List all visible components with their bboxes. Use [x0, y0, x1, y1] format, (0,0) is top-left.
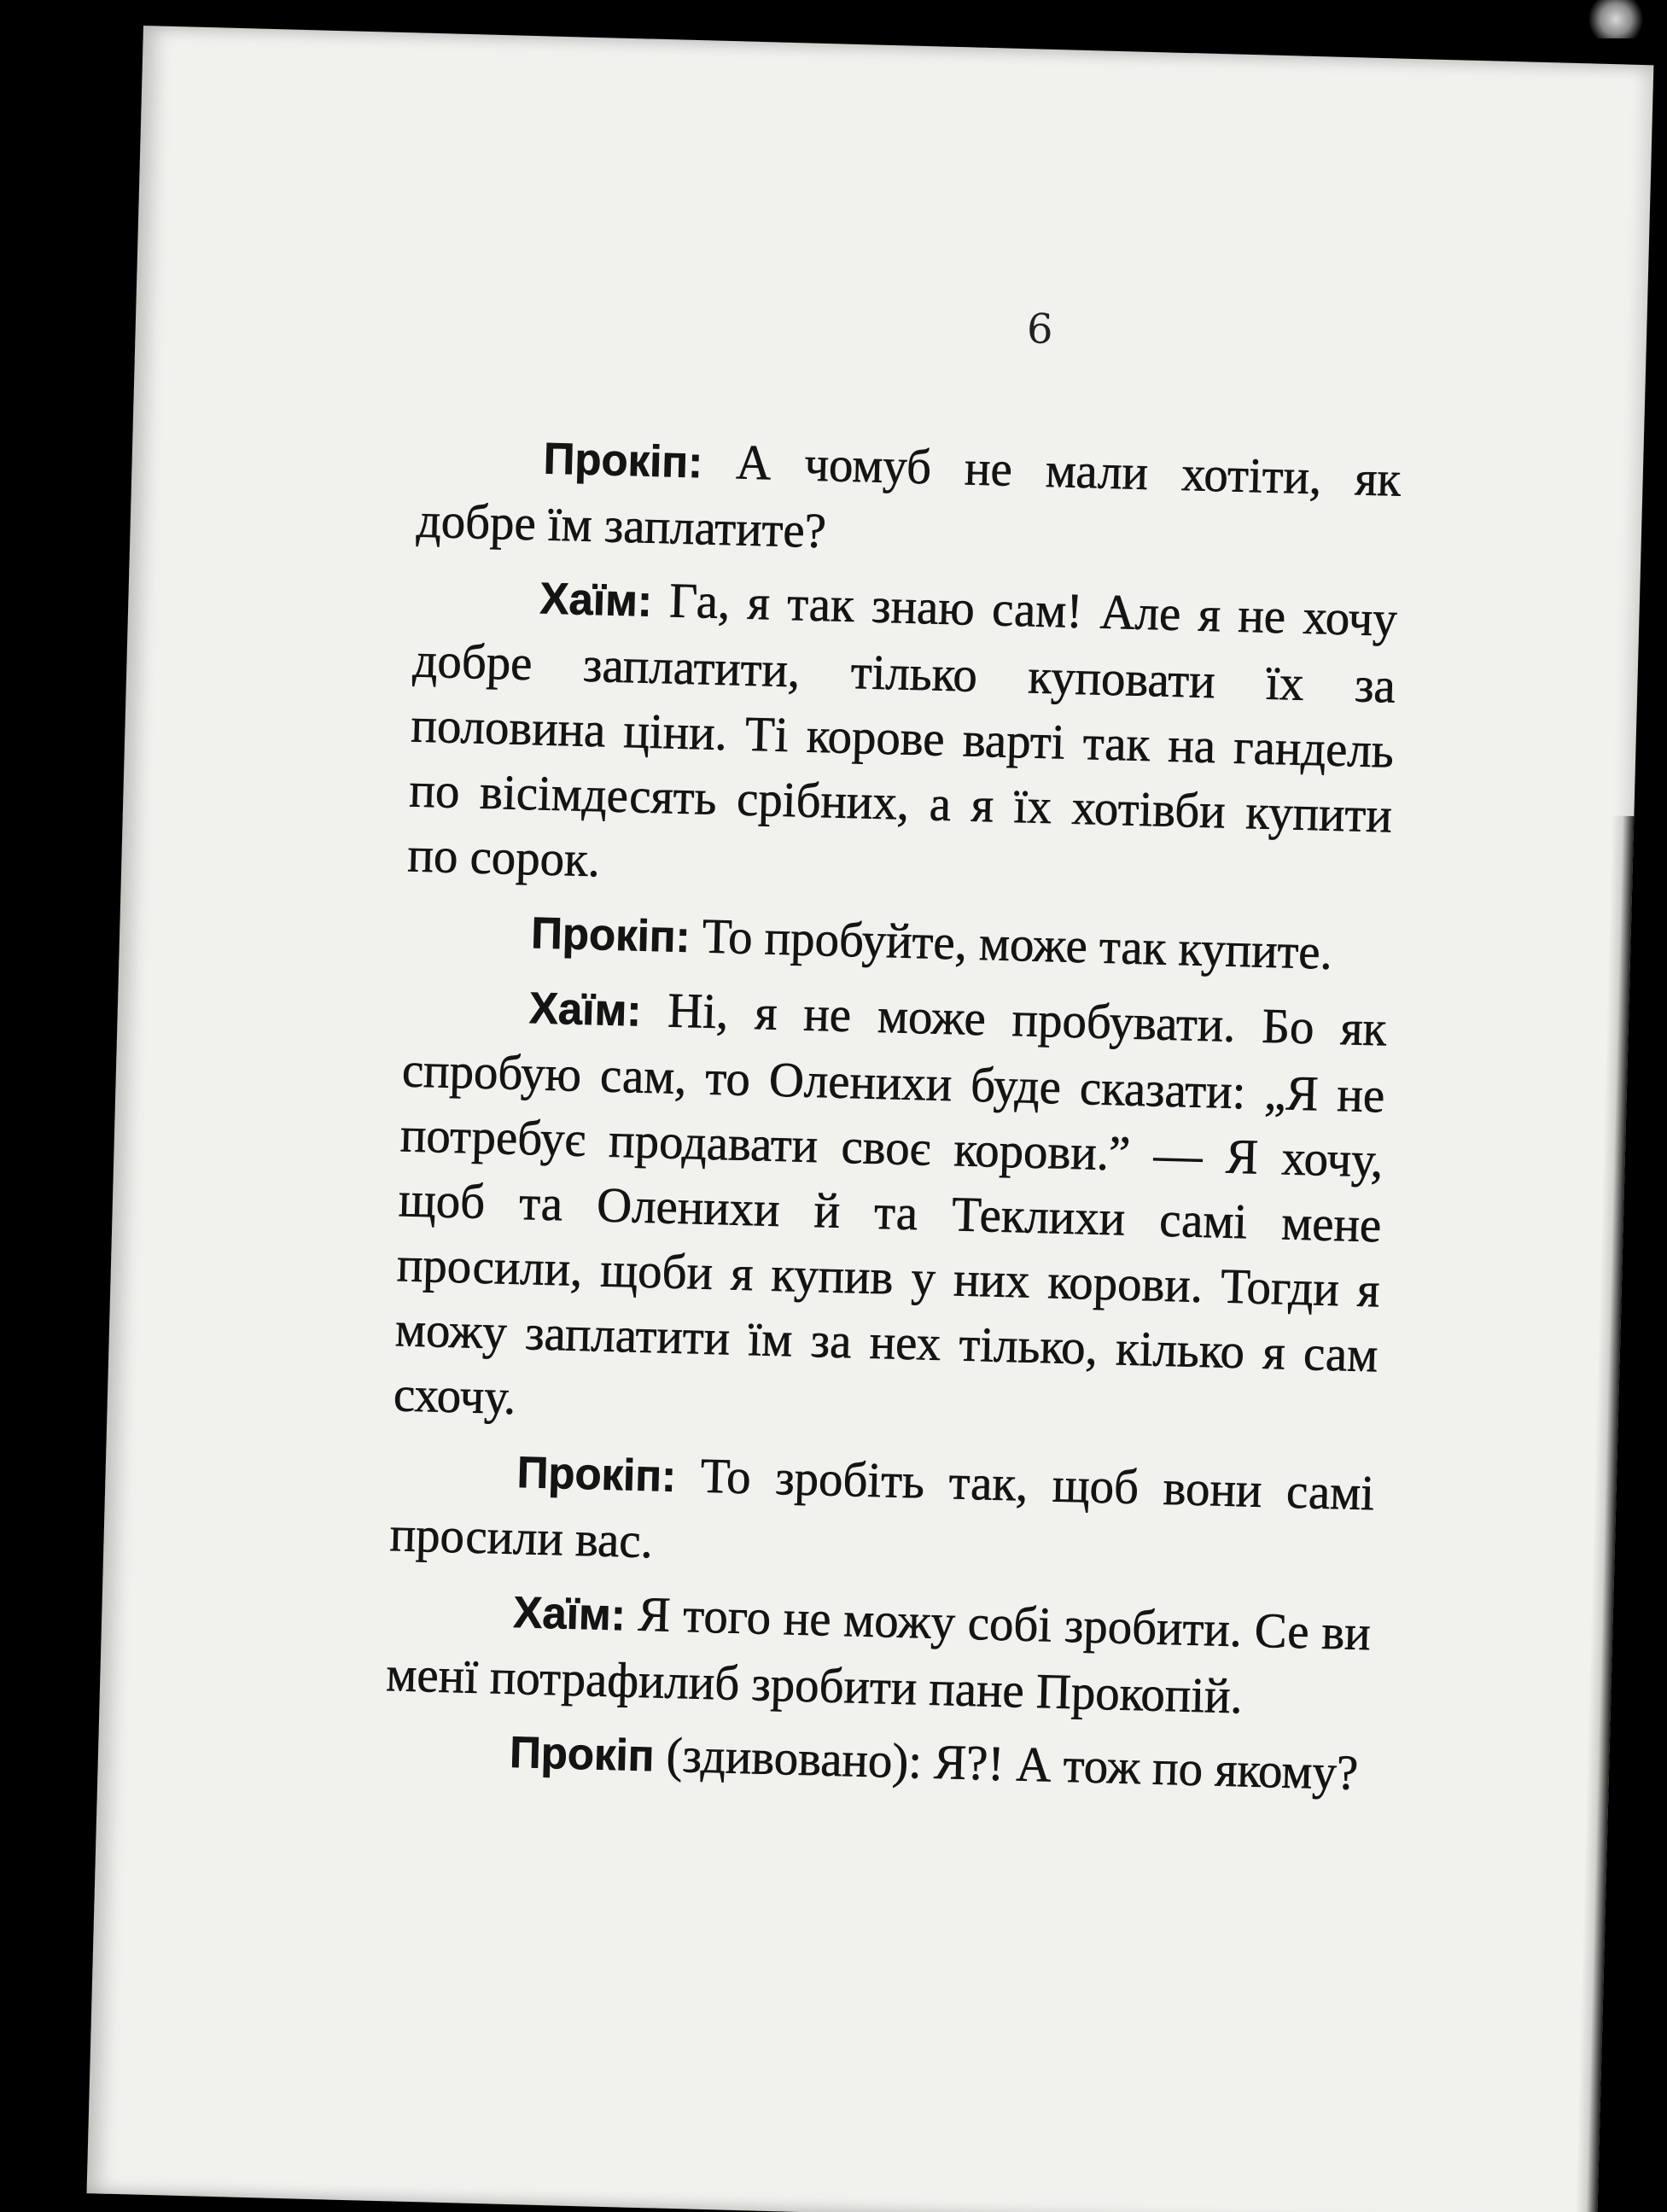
dialogue-text: То пробуйте, може так купите.: [701, 908, 1333, 980]
dialogue-text: Я того не можу собі зробити. Се ви менї потрафилиб зробити пане Прокопій.: [385, 1585, 1372, 1725]
page-number: 6: [1026, 305, 1054, 354]
speaker-name: Прокіп:: [516, 1448, 677, 1502]
dialogue-text: То зробіть так, щоб вони самі просили вас.: [389, 1447, 1375, 1569]
dialogue-paragraph: [407, 562, 1398, 913]
speaker-name: Хаїм:: [528, 983, 643, 1036]
dialogue-paragraph: [389, 1435, 1375, 1592]
speaker-name: Хаїм:: [512, 1587, 627, 1641]
page-body: [383, 422, 1402, 1817]
dialogue-paragraph: [393, 971, 1387, 1452]
dialogue-paragraph: [383, 1715, 1367, 1807]
page-edge-shadow: [1575, 815, 1634, 2212]
book-page: [87, 26, 1654, 2212]
dialogue-text: Га, я так знаю сам! Але я не хочу добре заплатити, тілько куповати їх за половина ціни. Ті корове варті так на гандель по вісімдесять срібних, а я їх хотівби купити по сорок.: [406, 572, 1398, 888]
dialogue-text: (здивовано): Я?! А тож по якому?: [665, 1726, 1359, 1801]
speaker-name: Прокіп:: [530, 908, 691, 963]
dialogue-text: Ні, я не може пробувати. Бо як спробую сам, то Оленихи буде сказати: „Я не потребує продавати своє корови.” — Я хочу, щоб та Оленихи й та Теклихи самі мене просили, щоби я купив у них корови. Тогди я можу заплатити їм за нех тілько, кілько я сам схочу.: [393, 982, 1388, 1425]
dialogue-paragraph: [386, 1575, 1372, 1732]
speaker-name: Хаїм:: [539, 574, 653, 627]
dialogue-text: А чомуб не мали хотіти, як добре їм заплатите?: [416, 434, 1402, 559]
dialogue-paragraph: [416, 422, 1402, 579]
speaker-name: Прокіп: [509, 1727, 656, 1782]
scan-artifact: [1582, 0, 1650, 38]
speaker-name: Прокіп:: [543, 434, 703, 488]
